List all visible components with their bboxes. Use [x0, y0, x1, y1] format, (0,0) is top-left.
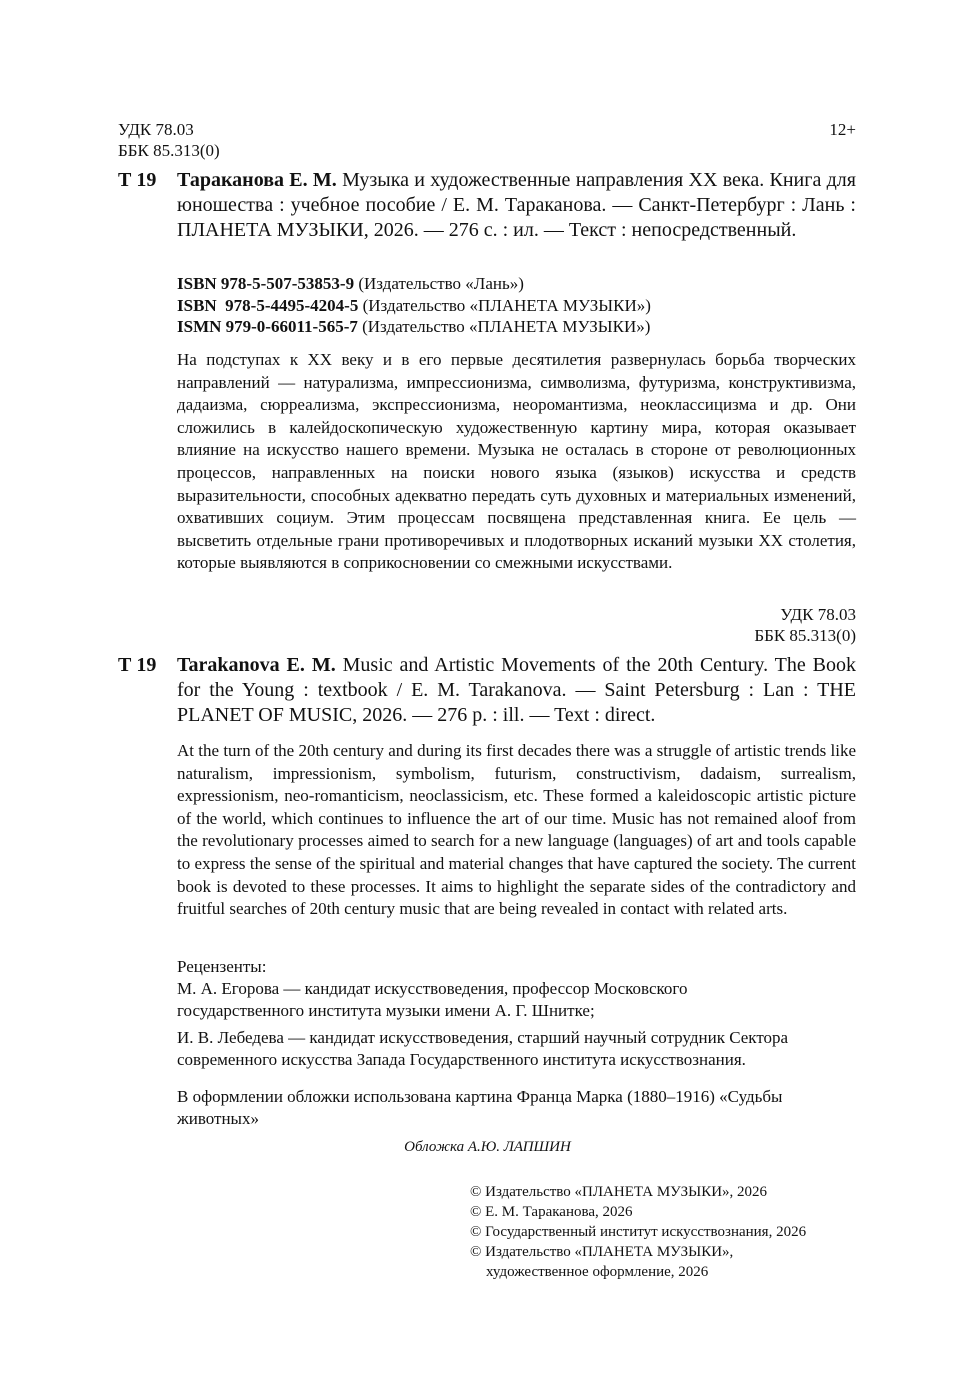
copyright-line: © Издательство «ПЛАНЕТА МУЗЫКИ», — [470, 1244, 734, 1260]
isbn-publisher: (Издательство «ПЛАНЕТА МУЗЫКИ») — [358, 295, 651, 315]
copyright-line: художественное оформление, 2026 — [486, 1264, 709, 1280]
isbn-publisher: (Издательство «Лань») — [354, 274, 524, 293]
author-ru: Тараканова Е. М. — [177, 169, 337, 191]
reviewers — [177, 956, 867, 1071]
age-rating: 12+ — [829, 120, 856, 139]
udk-code: УДК 78.03 — [118, 120, 194, 139]
isbn-line — [177, 273, 651, 295]
bbk-code: ББК 85.313(0) — [754, 626, 856, 645]
isbn-list — [177, 273, 651, 338]
reviewer-item: М. А. Егорова — кандидат искусствоведения, профессор Московского государственного института музыки имени А. Г. Шнитке; — [177, 979, 688, 1020]
annotation-en: At the turn of the 20th century and during its first decades there was a struggle of artistic trends like naturalism, impressionism, symbolism, futurism, constructivism, dadaism, surrealism, expressionism, neo-romanticism, neoclassicism, etc. These formed a kaleidoscopic artistic picture of the world, which continues to influence the art of our time. Music has not remained aloof from the revolutionary processes aimed to search for a new language (languages) of art and tools capable to express the sense of the spiritual and material changes that have captured the society. The current book is devoted to these processes. It aims to highlight the separate sides of the contradictory and fruitful searches of 20th century music that are being revealed in contact with related arts. — [177, 741, 856, 919]
isbn-publisher: (Издательство «ПЛАНЕТА МУЗЫКИ») — [357, 317, 651, 336]
isbn-number: ISBN 978-5-507-53853-9 — [177, 274, 355, 293]
reviewers-heading: Рецензенты: — [177, 957, 267, 976]
annotation-ru: На подступах к XX веку и в его первые десятилетия развернулась борьба творческих направлений — натурализма, импрессионизма, символизма, футуризма, конструктивизма, дадаизма, сюрреализма, экспрессионизма, неоромантизма, неоклассицизма и др. Они сложились в калейдоскопическую художественную картину мира, которая оказывает влияние на искусство нашего времени. Музыка не осталась в стороне от революционных процессов, направленных на поиски нового языка (языков) искусства и средств выразительности, способных адекватно передать суть духовных и материальных изменений, охвативших социум. Этим процессам посвящена представленная книга. Ее цель — высветить отдельные грани противоречивых и плодотворных исканий музыки XX столетия, которые выявляются в соприкосновении со смежными искусствами. — [177, 350, 856, 573]
cover-note: В оформлении обложки использована картина Франца Марка (1880–1916) «Судьбы животных» — [177, 1087, 783, 1128]
isbn-line — [177, 316, 651, 338]
udk-code: УДК 78.03 — [780, 605, 856, 624]
isbn-line — [177, 295, 651, 317]
copyright-line: © Е. М. Тараканова, 2026 — [470, 1204, 633, 1220]
bibliographic-entry-en — [177, 653, 856, 728]
header-classification — [118, 119, 220, 161]
cover-designer — [0, 1137, 975, 1157]
ismn-number: ISMN 979-0-66011-565-7 — [177, 317, 358, 336]
copyright-line: © Государственный институт искусствознания, 2026 — [470, 1224, 807, 1240]
entry-text-en: Music and Artistic Movements of the 20th Century. The Book for the Young : textbook / E. M. Tarakanova. — Saint Petersburg : Lan : THE PLANET OF MUSIC, 2026. — 276 p. : ill. — Text : direct. — [177, 654, 857, 726]
bibliographic-entry-ru — [177, 168, 856, 243]
classification-right — [754, 604, 856, 646]
author-en: Tarakanova E. M. — [177, 654, 336, 676]
reviewer-item: И. В. Лебедева — кандидат искусствоведения, старший научный сотрудник Сектора современного искусства Запада Государственного института искусствознания. — [177, 1028, 789, 1069]
entry-code-ru: Т 19 — [118, 169, 157, 191]
copyright-block — [470, 1182, 806, 1282]
copyright-line: © Издательство «ПЛАНЕТА МУЗЫКИ», 2026 — [470, 1184, 768, 1200]
entry-code-en: Т 19 — [118, 654, 157, 676]
isbn-number: ISBN 978-5-4495-4204-5 — [177, 295, 359, 315]
bbk-code: ББК 85.313(0) — [118, 141, 220, 160]
cover-designer-text: Обложка А.Ю. ЛАПШИН — [404, 1139, 571, 1155]
entry-text-ru: Музыка и художественные направления XX века. Книга для юношества : учебное пособие / Е. М. Тараканова. — Санкт-Петербург : Лань : ПЛАНЕТА МУЗЫКИ, 2026. — 276 с. : ил. — Текст : непосредственный. — [177, 169, 856, 241]
